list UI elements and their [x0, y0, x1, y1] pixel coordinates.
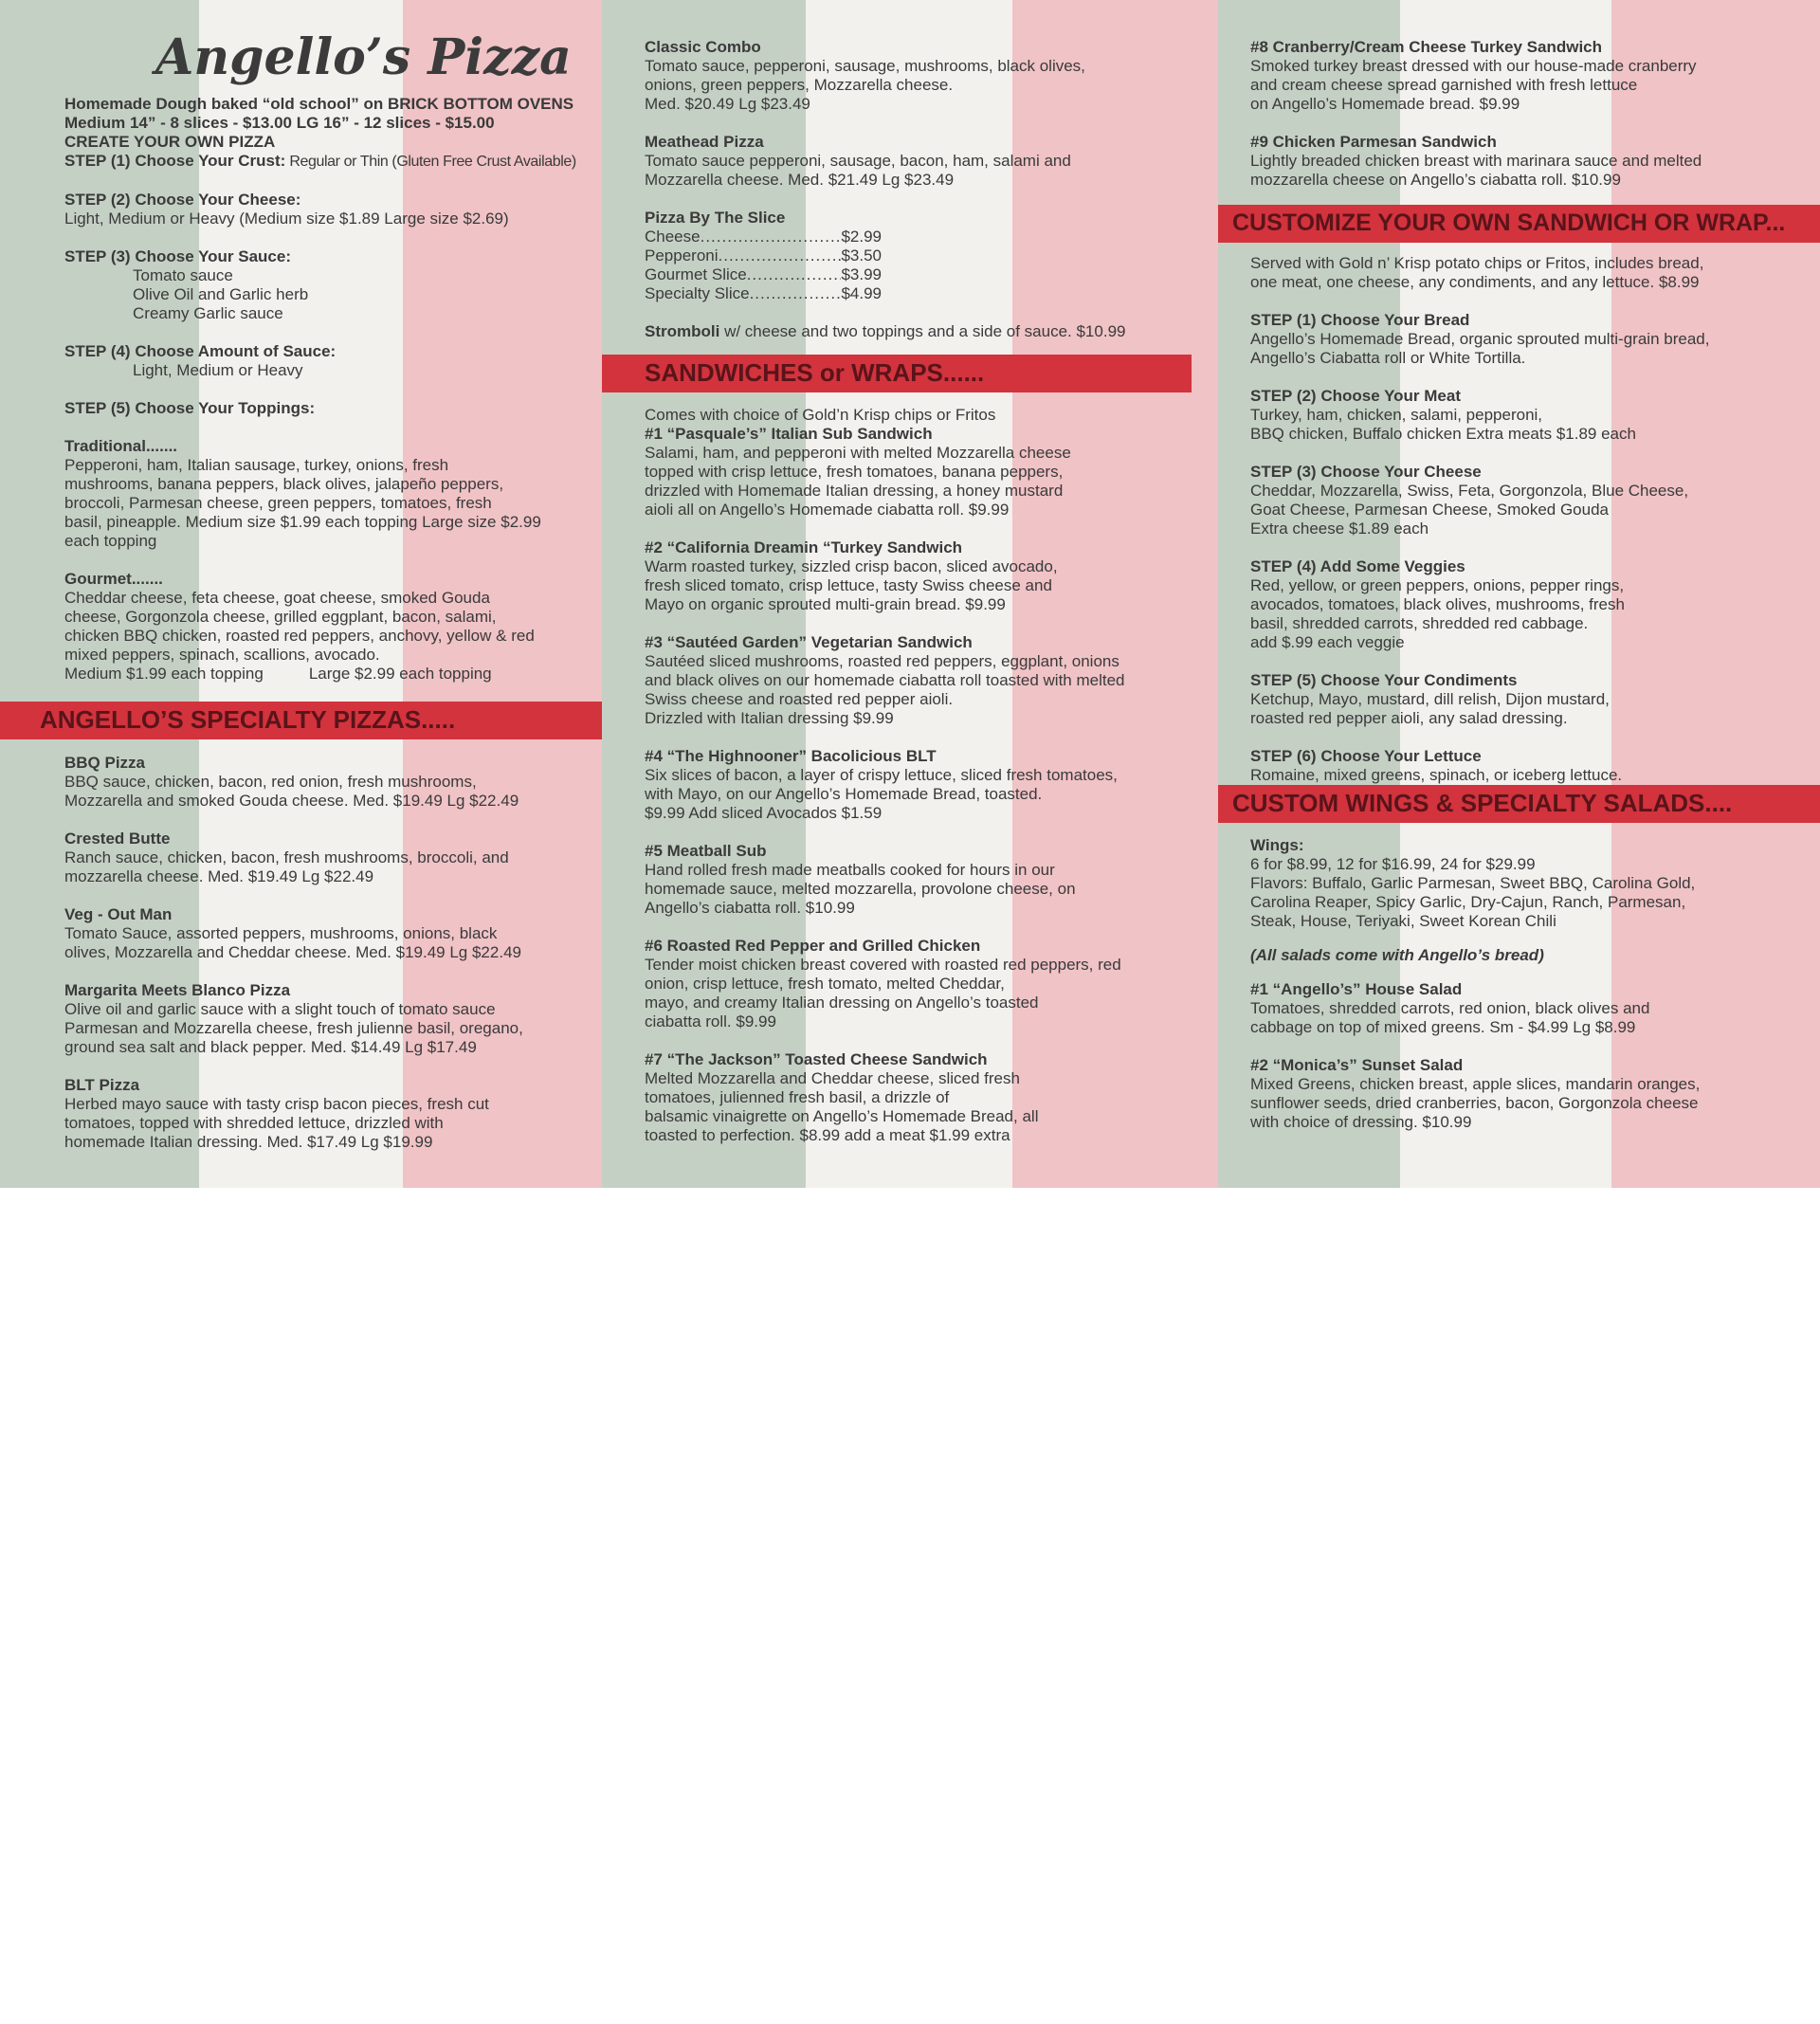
custom-step — [1250, 387, 1709, 444]
intro-line: Homemade Dough baked “old school” on BRICK BOTTOM OVENS — [64, 95, 574, 113]
item-desc: Tender moist chicken breast covered with roasted red peppers, red — [645, 956, 1121, 974]
customize-sandwich-heading: CUSTOMIZE YOUR OWN SANDWICH OR WRAP... — [1218, 205, 1820, 243]
intro-line: Medium 14” - 8 slices - $13.00 LG 16” - 12 slices - $15.00 — [64, 114, 495, 132]
traditional-label: Traditional....... — [64, 437, 178, 455]
item-name: Classic Combo — [645, 38, 761, 56]
menu-item — [64, 981, 523, 1057]
step-desc: Goat Cheese, Parmesan Cheese, Smoked Gouda — [1250, 501, 1609, 519]
step-1-text: Regular or Thin (Gluten Free Crust Available) — [285, 154, 576, 170]
item-desc: Drizzled with Italian dressing $9.99 — [645, 709, 894, 727]
item-desc: Parmesan and Mozzarella cheese, fresh julienne basil, oregano, — [64, 1019, 523, 1037]
item-desc: onion, crisp lettuce, fresh tomato, melted Cheddar, — [645, 975, 1005, 993]
restaurant-title: Angello’s Pizza — [155, 28, 572, 86]
item-desc: tomatoes, topped with shredded lettuce, drizzled with — [64, 1114, 444, 1132]
traditional-line: broccoli, Parmesan cheese, green peppers, tomatoes, fresh — [64, 494, 492, 512]
menu-item — [1250, 38, 1702, 114]
item-desc: BBQ sauce, chicken, bacon, red onion, fresh mushrooms, — [64, 773, 477, 791]
item-name: #4 “The Highnooner” Bacolicious BLT — [645, 747, 937, 765]
item-name: #5 Meatball Sub — [645, 842, 767, 860]
step-desc: Extra cheese $1.89 each — [1250, 520, 1429, 538]
step-desc: add $.99 each veggie — [1250, 633, 1405, 651]
item-desc: with choice of dressing. $10.99 — [1250, 1113, 1472, 1131]
custom-step — [1250, 311, 1709, 368]
item-desc: Tomato sauce, pepperoni, sausage, mushrooms, black olives, — [645, 57, 1085, 75]
item-desc: and black olives on our homemade ciabatta roll toasted with melted — [645, 671, 1125, 689]
menu-item — [1250, 980, 1700, 1037]
item-desc: Salami, ham, and pepperoni with melted Mozzarella cheese — [645, 444, 1071, 462]
step-label: STEP (5) Choose Your Condiments — [1250, 671, 1518, 689]
step-4-text: Light, Medium or Heavy — [133, 361, 303, 379]
slice-row — [645, 265, 882, 284]
column-2-sandwiches — [645, 406, 1125, 1594]
item-name: Veg - Out Man — [64, 905, 173, 923]
wings-label: Wings: — [1250, 836, 1304, 854]
item-desc: aioli all on Angello’s Homemade ciabatta roll. $9.99 — [645, 501, 1010, 519]
step-desc: avocados, tomatoes, black olives, mushrooms, fresh — [1250, 595, 1625, 613]
step-desc: Turkey, ham, chicken, salami, pepperoni, — [1250, 406, 1543, 424]
step-desc: Angello’s Homemade Bread, organic sprouted multi-grain bread, — [1250, 330, 1710, 348]
traditional-line: mushrooms, banana peppers, black olives, jalapeño peppers, — [64, 475, 504, 493]
slice-name: Specialty Slice — [645, 284, 750, 302]
item-desc: Six slices of bacon, a layer of crispy lettuce, sliced fresh tomatoes, — [645, 766, 1118, 784]
item-desc: Tomato sauce pepperoni, sausage, bacon, ham, salami and — [645, 152, 1071, 170]
item-desc: on Angello’s Homemade bread. $9.99 — [1250, 95, 1520, 113]
menu-item — [645, 538, 1125, 614]
sandwiches-heading: SANDWICHES or WRAPS...... — [602, 355, 1192, 392]
item-desc: tomatoes, julienned fresh basil, a drizzle of — [645, 1088, 950, 1106]
menu-item — [64, 754, 523, 811]
item-desc: Warm roasted turkey, sizzled crisp bacon, sliced avocado, — [645, 557, 1058, 575]
traditional-line: basil, pineapple. Medium size $1.99 each topping Large size $2.99 — [64, 513, 541, 531]
item-name: BLT Pizza — [64, 1076, 140, 1094]
menu-item — [64, 905, 523, 962]
item-desc: Melted Mozzarella and Cheddar cheese, sliced fresh — [645, 1069, 1020, 1087]
step-label: STEP (1) Choose Your Bread — [1250, 311, 1470, 329]
item-name: #9 Chicken Parmesan Sandwich — [1250, 133, 1497, 151]
item-desc: ciabatta roll. $9.99 — [645, 1012, 776, 1030]
wings-desc: Carolina Reaper, Spicy Garlic, Dry-Cajun, Ranch, Parmesan, — [1250, 893, 1686, 911]
menu-item — [1250, 1056, 1700, 1132]
menu-item — [645, 133, 1125, 190]
gourmet-line: chicken BBQ chicken, roasted red peppers, anchovy, yellow & red — [64, 627, 535, 645]
item-desc: Tomatoes, shredded carrots, red onion, black olives and — [1250, 999, 1650, 1017]
step-label: STEP (2) Choose Your Meat — [1250, 387, 1461, 405]
item-desc: balsamic vinaigrette on Angello’s Homemade Bread, all — [645, 1107, 1039, 1125]
slice-price: $2.99 — [841, 228, 882, 246]
wings-desc: Flavors: Buffalo, Garlic Parmesan, Sweet BBQ, Carolina Gold, — [1250, 874, 1696, 892]
step-label: STEP (3) Choose Your Cheese — [1250, 463, 1482, 481]
custom-intro: one meat, one cheese, any condiments, and any lettuce. $8.99 — [1250, 273, 1700, 291]
item-name: #8 Cranberry/Cream Cheese Turkey Sandwich — [1250, 38, 1603, 56]
item-desc: Ranch sauce, chicken, bacon, fresh mushrooms, broccoli, and — [64, 848, 509, 866]
item-desc: Mozzarella cheese. Med. $21.49 Lg $23.49 — [645, 171, 955, 189]
step-desc: roasted red pepper aioli, any salad dressing. — [1250, 709, 1568, 727]
item-desc: Hand rolled fresh made meatballs cooked for hours in our — [645, 861, 1055, 879]
item-desc: homemade Italian dressing. Med. $17.49 Lg $19.99 — [64, 1133, 433, 1151]
item-name: Crested Butte — [64, 830, 171, 848]
specialty-pizzas-heading: ANGELLO’S SPECIALTY PIZZAS..... — [0, 702, 602, 739]
slice-row — [645, 284, 882, 303]
step-desc: basil, shredded carrots, shredded red cabbage. — [1250, 614, 1589, 632]
item-desc: Sautéed sliced mushrooms, roasted red peppers, eggplant, onions — [645, 652, 1119, 670]
item-desc: fresh sliced tomato, crisp lettuce, tasty Swiss cheese and — [645, 576, 1052, 594]
column-3-wings — [1250, 836, 1700, 2024]
item-desc: onions, green peppers, Mozzarella cheese. — [645, 76, 954, 94]
item-desc: Olive oil and garlic sauce with a slight touch of tomato sauce — [64, 1000, 496, 1018]
item-name: #1 “Pasquale’s” Italian Sub Sandwich — [645, 425, 933, 443]
item-desc: mozzarella cheese on Angello’s ciabatta roll. $10.99 — [1250, 171, 1621, 189]
item-desc: toasted to perfection. $8.99 add a meat $1.99 extra — [645, 1126, 1010, 1144]
stromboli-text: w/ cheese and two toppings and a side of sauce. $10.99 — [719, 322, 1126, 340]
item-desc: $9.99 Add sliced Avocados $1.59 — [645, 804, 883, 822]
step-desc: Romaine, mixed greens, spinach, or iceberg lettuce. — [1250, 766, 1623, 784]
step-3-label: STEP (3) Choose Your Sauce: — [64, 247, 292, 265]
item-desc: Mixed Greens, chicken breast, apple slices, mandarin oranges, — [1250, 1075, 1701, 1093]
step-2-text: Light, Medium or Heavy (Medium size $1.89 Large size $2.69) — [64, 210, 509, 228]
item-name: BBQ Pizza — [64, 754, 146, 772]
item-name: Meathead Pizza — [645, 133, 764, 151]
item-name: #7 “The Jackson” Toasted Cheese Sandwich — [645, 1050, 988, 1068]
slice-price: $3.99 — [841, 265, 882, 283]
item-desc: cabbage on top of mixed greens. Sm - $4.99 Lg $8.99 — [1250, 1018, 1636, 1036]
gourmet-line: cheese, Gorgonzola cheese, grilled eggplant, bacon, salami, — [64, 608, 497, 626]
item-desc: and cream cheese spread garnished with fresh lettuce — [1250, 76, 1638, 94]
slice-name: Pepperoni — [645, 246, 719, 264]
menu-item — [645, 747, 1125, 823]
custom-step — [1250, 747, 1709, 785]
wings-salads-heading: CUSTOM WINGS & SPECIALTY SALADS.... — [1218, 785, 1820, 823]
item-desc: topped with crisp lettuce, fresh tomatoes, banana peppers, — [645, 463, 1064, 481]
intro — [64, 95, 576, 172]
gourmet-line: Cheddar cheese, feta cheese, goat cheese, smoked Gouda — [64, 589, 490, 607]
slice-price: $3.50 — [841, 246, 882, 264]
item-desc: with Mayo, on our Angello’s Homemade Bread, toasted. — [645, 785, 1043, 803]
menu-item — [1250, 133, 1702, 190]
slice-row — [645, 228, 882, 246]
item-name: Margarita Meets Blanco Pizza — [64, 981, 291, 999]
item-name: #2 “Monica’s” Sunset Salad — [1250, 1056, 1464, 1074]
wings-desc: Steak, House, Teriyaki, Sweet Korean Chili — [1250, 912, 1556, 930]
step-1-label: STEP (1) Choose Your Crust: — [64, 152, 286, 170]
item-desc: Mozzarella and smoked Gouda cheese. Med. $19.49 Lg $22.49 — [64, 792, 519, 810]
step-4-label: STEP (4) Choose Amount of Sauce: — [64, 342, 337, 360]
sauce-option: Olive Oil and Garlic herb — [133, 285, 309, 303]
item-desc: Lightly breaded chicken breast with marinara sauce and melted — [1250, 152, 1702, 170]
gourmet-line: mixed peppers, spinach, scallions, avocado. — [64, 646, 380, 664]
item-desc: drizzled with Homemade Italian dressing, a honey mustard — [645, 482, 1064, 500]
menu-item — [645, 842, 1125, 918]
sandwich-intro: Comes with choice of Gold’n Krisp chips or Fritos — [645, 406, 996, 424]
sauce-option: Tomato sauce — [133, 266, 233, 284]
step-label: STEP (6) Choose Your Lettuce — [1250, 747, 1482, 765]
step-desc: Angello’s Ciabatta roll or White Tortilla. — [1250, 349, 1526, 367]
item-desc: Angello’s ciabatta roll. $10.99 — [645, 899, 855, 917]
custom-intro: Served with Gold n’ Krisp potato chips or Fritos, includes bread, — [1250, 254, 1704, 272]
item-desc: Herbed mayo sauce with tasty crisp bacon pieces, fresh cut — [64, 1095, 489, 1113]
menu-item — [645, 937, 1125, 1031]
step-desc: Cheddar, Mozzarella, Swiss, Feta, Gorgonzola, Blue Cheese, — [1250, 482, 1689, 500]
custom-step — [1250, 463, 1709, 538]
step-desc: Ketchup, Mayo, mustard, dill relish, Dijon mustard, — [1250, 690, 1610, 708]
menu-item — [645, 633, 1125, 728]
menu-item — [645, 425, 1125, 520]
sauce-option: Creamy Garlic sauce — [133, 304, 283, 322]
salad-note: (All salads come with Angello’s bread) — [1250, 946, 1544, 964]
traditional-line: each topping — [64, 532, 157, 550]
item-desc: Smoked turkey breast dressed with our house-made cranberry — [1250, 57, 1697, 75]
slice-name: Gourmet Slice — [645, 265, 747, 283]
item-desc: homemade sauce, melted mozzarella, provolone cheese, on — [645, 880, 1076, 898]
item-desc: Swiss cheese and roasted red pepper aioli. — [645, 690, 954, 708]
slice-name: Cheese — [645, 228, 701, 246]
item-name: #2 “California Dreamin “Turkey Sandwich — [645, 538, 963, 556]
item-desc: Mayo on organic sprouted multi-grain bread. $9.99 — [645, 595, 1006, 613]
slice-heading: Pizza By The Slice — [645, 209, 786, 227]
step-label: STEP (4) Add Some Veggies — [1250, 557, 1465, 575]
item-desc: ground sea salt and black pepper. Med. $14.49 Lg $17.49 — [64, 1038, 477, 1056]
intro-line: CREATE YOUR OWN PIZZA — [64, 133, 276, 151]
item-desc: mozzarella cheese. Med. $19.49 Lg $22.49 — [64, 867, 374, 885]
step-2-label: STEP (2) Choose Your Cheese: — [64, 191, 301, 209]
step-desc: BBQ chicken, Buffalo chicken Extra meats $1.89 each — [1250, 425, 1636, 443]
step-desc: Red, yellow, or green peppers, onions, pepper rings, — [1250, 576, 1625, 594]
gourmet-price-medium: Medium $1.99 each topping — [64, 665, 264, 683]
specialty-pizza-list — [64, 754, 523, 1942]
custom-step — [1250, 671, 1709, 728]
menu-item — [64, 830, 523, 886]
gourmet-label: Gourmet....... — [64, 570, 163, 588]
item-name: #1 “Angello’s” House Salad — [1250, 980, 1463, 998]
item-name: #3 “Sautéed Garden” Vegetarian Sandwich — [645, 633, 973, 651]
menu-item — [645, 38, 1125, 114]
step-5-label: STEP (5) Choose Your Toppings: — [64, 399, 316, 417]
item-name: #6 Roasted Red Pepper and Grilled Chicken — [645, 937, 981, 955]
custom-step — [1250, 557, 1709, 652]
item-desc: Tomato Sauce, assorted peppers, mushrooms, onions, black — [64, 924, 498, 942]
item-desc: mayo, and creamy Italian dressing on Angello’s toasted — [645, 994, 1039, 1012]
menu-item — [645, 1050, 1125, 1145]
stromboli-label: Stromboli — [645, 322, 720, 340]
wings-desc: 6 for $8.99, 12 for $16.99, 24 for $29.99 — [1250, 855, 1536, 873]
menu-item — [64, 1076, 523, 1152]
traditional-line: Pepperoni, ham, Italian sausage, turkey, onions, fresh — [64, 456, 449, 474]
gourmet-price-large: Large $2.99 each topping — [308, 665, 492, 683]
slice-price: $4.99 — [841, 284, 882, 302]
item-desc: olives, Mozzarella and Cheddar cheese. Med. $19.49 Lg $22.49 — [64, 943, 521, 961]
item-desc: sunflower seeds, dried cranberries, bacon, Gorgonzola cheese — [1250, 1094, 1699, 1112]
item-desc: Med. $20.49 Lg $23.49 — [645, 95, 810, 113]
slice-row — [645, 246, 882, 265]
